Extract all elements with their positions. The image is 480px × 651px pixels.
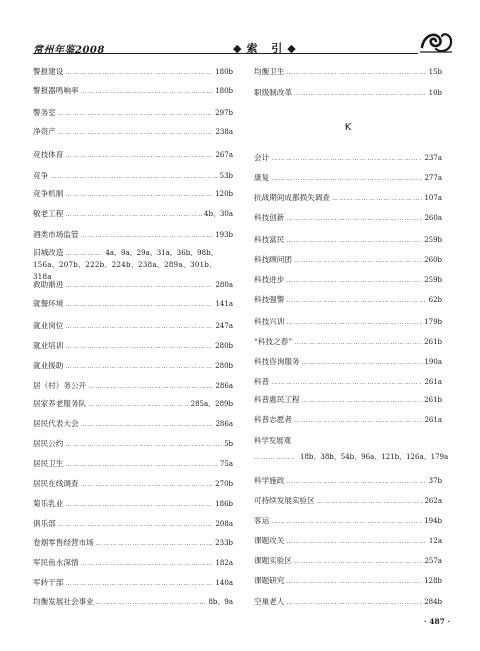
index-entry xyxy=(33,557,233,569)
index-entry xyxy=(33,478,233,490)
entry-term: 课题研究 xyxy=(254,576,285,585)
index-entry xyxy=(254,212,442,224)
entry-term: 竞争 xyxy=(33,171,49,180)
index-entry xyxy=(33,360,233,372)
index-entry xyxy=(33,398,233,410)
entry-page-ref: 259b xyxy=(424,236,442,244)
entry-page-ref: 247a xyxy=(215,322,233,330)
entry-term: 军民鱼水深情 xyxy=(33,558,79,567)
entry-term: 救助渐进 xyxy=(33,280,64,289)
entry-page-ref: 237a xyxy=(424,154,442,162)
leader-dots xyxy=(96,597,207,609)
index-entry xyxy=(254,87,442,99)
leader-dots xyxy=(271,377,422,389)
index-entry xyxy=(254,515,442,527)
entry-term: 均衡发展社会事业 xyxy=(33,597,94,606)
index-entry xyxy=(33,498,233,510)
entry-term: 康复 xyxy=(254,173,270,182)
index-entry xyxy=(254,495,442,507)
index-entry xyxy=(33,518,233,530)
index-entry xyxy=(254,535,442,547)
entry-term: 科技强警 xyxy=(254,295,285,304)
entry-term: 科学施政 xyxy=(254,476,285,485)
leader-dots xyxy=(81,479,214,491)
index-entry xyxy=(33,418,233,430)
index-entry xyxy=(33,66,233,78)
entry-term: 抗战期间成都损失调查 xyxy=(254,193,330,202)
entry-page-ref: 208a xyxy=(215,520,233,528)
leader-dots xyxy=(271,516,422,528)
index-entry xyxy=(33,458,233,470)
index-entry xyxy=(254,356,442,368)
leader-dots xyxy=(65,341,213,353)
index-entry xyxy=(33,298,233,310)
entry-term: 科技创新 xyxy=(254,213,285,222)
entry-page-ref: 277a xyxy=(424,174,442,182)
entry-page-ref: 15b xyxy=(428,68,442,76)
leader-dots xyxy=(58,108,213,120)
entry-page-ref: 4b、30a xyxy=(203,210,233,218)
leader-dots xyxy=(294,337,422,349)
index-entry xyxy=(254,234,442,246)
entry-term: 竞争机制 xyxy=(33,189,64,198)
header-rule xyxy=(33,53,418,54)
entry-page-ref: 194b xyxy=(424,517,442,525)
entry-term: 警务室 xyxy=(33,108,56,117)
entry-page-ref: 180b xyxy=(215,87,233,95)
index-entry xyxy=(254,414,442,426)
entry-term: 卷烟零售经营市场 xyxy=(33,538,94,547)
entry-page-ref: 37b xyxy=(428,477,442,485)
index-entry xyxy=(254,294,442,306)
entry-term: 均衡卫生 xyxy=(254,67,285,76)
entry-page-ref: 238a xyxy=(215,128,233,136)
entry-term: “科技之春” xyxy=(254,337,293,346)
entry-page-ref: 280a xyxy=(215,281,233,289)
index-entry xyxy=(254,66,442,78)
leader-dots xyxy=(294,415,422,427)
entry-term: 竞技体育 xyxy=(33,150,64,159)
leader-dots xyxy=(294,556,422,568)
leader-dots xyxy=(65,248,103,260)
entry-page-ref: 260b xyxy=(424,256,442,264)
entry-term: 科普 xyxy=(254,377,270,386)
entry-page-ref: 18b、38b、54b、96a、121b、126a、179a xyxy=(300,453,449,461)
leader-dots xyxy=(81,419,214,431)
leader-dots xyxy=(286,275,422,287)
entry-term: 科普志愿者 xyxy=(254,415,292,424)
entry-page-ref: 75a xyxy=(219,460,233,468)
entry-page-ref: 261b xyxy=(424,396,442,404)
leader-dots xyxy=(286,597,422,609)
leader-dots xyxy=(332,193,423,205)
leader-dots xyxy=(302,357,423,369)
entry-term: 会计 xyxy=(254,153,270,162)
entry-term: 客运 xyxy=(254,516,270,525)
index-entry xyxy=(254,596,442,608)
index-entry xyxy=(33,438,233,450)
entry-term: 职级制改革 xyxy=(254,88,292,97)
leader-dots xyxy=(65,459,218,471)
entry-page-ref: 280b xyxy=(215,342,233,350)
index-entry xyxy=(33,380,233,392)
index-entry xyxy=(254,575,442,587)
entry-term: 课题实验区 xyxy=(254,556,292,565)
index-entry xyxy=(254,172,442,184)
entry-page-ref: 179b xyxy=(424,318,442,326)
entry-page-ref: 285a、289b xyxy=(190,400,233,408)
index-entry xyxy=(254,336,442,348)
leader-dots xyxy=(58,127,214,139)
entry-term: 居民代表大会 xyxy=(33,419,79,428)
leader-dots xyxy=(65,299,213,311)
entry-term: 军转干部 xyxy=(33,578,64,587)
entry-page-ref: 186b xyxy=(215,500,233,508)
leader-dots xyxy=(65,499,213,511)
leader-dots xyxy=(65,361,213,373)
index-entry xyxy=(254,376,442,388)
entry-page-ref: 193b xyxy=(215,231,233,239)
entry-term: 净资产 xyxy=(33,127,56,136)
index-entry xyxy=(33,247,233,259)
entry-page-ref: 62b xyxy=(428,296,442,304)
entry-term: 科技兴训 xyxy=(254,317,285,326)
entry-page-ref: 233b xyxy=(215,539,233,547)
entry-term: 科技进步 xyxy=(254,275,285,284)
leader-dots xyxy=(286,67,426,79)
leader-dots xyxy=(286,295,426,307)
entry-term: 就业培训 xyxy=(33,341,64,350)
leader-dots xyxy=(65,439,222,451)
leader-dots xyxy=(294,255,422,267)
leader-dots xyxy=(81,558,214,570)
entry-page-ref: 8b、9a xyxy=(208,598,233,606)
entry-term: 俱乐部 xyxy=(33,519,56,528)
leader-dots xyxy=(81,86,214,98)
index-entry xyxy=(254,451,449,463)
entry-page-ref: 12a xyxy=(428,537,442,545)
entry-term: 就业援助 xyxy=(33,361,64,370)
entry-page-ref: 190a xyxy=(424,358,442,366)
index-entry-multiline xyxy=(254,435,449,463)
index-entry xyxy=(33,107,233,119)
entry-term: 可持续发展实验区 xyxy=(254,496,315,505)
entry-page-ref: 10b xyxy=(428,89,442,97)
index-entry xyxy=(254,152,442,164)
entry-term: 科技咨询服务 xyxy=(254,357,300,366)
entry-page-ref: 5b xyxy=(224,440,233,448)
entry-page-ref: 128b xyxy=(424,577,442,585)
entry-page-ref: 120b xyxy=(215,190,233,198)
entry-term: 居（村）务公开 xyxy=(33,381,87,390)
entry-page-ref: 182a xyxy=(215,559,233,567)
entry-page-ref: 141a xyxy=(215,300,233,308)
entry-term: 警报建设 xyxy=(33,67,64,76)
index-entry xyxy=(254,316,442,328)
index-entry xyxy=(33,149,233,161)
index-entry xyxy=(33,170,233,182)
entry-page-ref: 53b xyxy=(219,172,233,180)
entry-term: 居民在线调查 xyxy=(33,479,79,488)
leader-dots xyxy=(65,67,213,79)
entry-page-ref: 107a xyxy=(424,194,442,202)
index-entry xyxy=(33,126,233,138)
entry-page-ref: 4a、9a、29a、31a、36b、98b、 xyxy=(105,249,218,257)
entry-page-ref: 280b xyxy=(215,362,233,370)
entry-term: 旧城改造 xyxy=(33,248,64,257)
leader-dots xyxy=(65,150,213,162)
leader-dots xyxy=(286,576,422,588)
entry-page-ref: 260a xyxy=(424,214,442,222)
entry-page-ref: 270b xyxy=(215,480,233,488)
leader-dots xyxy=(65,209,202,221)
entry-page-ref: 140a xyxy=(215,579,233,587)
entry-term: 酒类市场监管 xyxy=(33,230,79,239)
leader-dots xyxy=(254,452,294,464)
index-entry-multiline xyxy=(33,247,233,283)
index-entry xyxy=(33,85,233,97)
entry-term: 居民卫生 xyxy=(33,459,64,468)
index-entry xyxy=(254,475,442,487)
swirl-logo-icon xyxy=(418,27,454,57)
entry-page-ref: 267a xyxy=(215,151,233,159)
entry-term: 居家养老服务队 xyxy=(33,399,87,408)
leader-dots xyxy=(286,213,422,225)
index-entry xyxy=(254,394,442,406)
entry-term: 菊乐乳业 xyxy=(33,499,64,508)
leader-dots xyxy=(65,189,213,201)
leader-dots xyxy=(286,235,422,247)
entry-term: 警报器鸣响率 xyxy=(33,86,79,95)
letter-heading: K xyxy=(344,122,352,133)
entry-page-ref: 286a xyxy=(215,382,233,390)
index-entry xyxy=(33,596,233,608)
index-entry xyxy=(33,188,233,200)
entry-term: 就业岗位 xyxy=(33,321,64,330)
index-entry xyxy=(33,340,233,352)
leader-dots xyxy=(50,171,217,183)
entry-page-ref: 286a xyxy=(215,420,233,428)
leader-dots xyxy=(271,153,422,165)
entry-term: 居民公约 xyxy=(33,439,64,448)
index-entry xyxy=(254,274,442,286)
leader-dots xyxy=(81,230,214,242)
page-header xyxy=(33,36,451,54)
book-title: 常州年鉴2008 xyxy=(33,45,105,56)
leader-dots xyxy=(88,399,188,411)
entry-term: 课题攻关 xyxy=(254,536,285,545)
index-entry xyxy=(254,192,442,204)
entry-page-ref: 257a xyxy=(424,557,442,565)
leader-dots xyxy=(65,321,213,333)
index-entry xyxy=(33,577,233,589)
entry-term: 就餐环境 xyxy=(33,299,64,308)
page-number: · 487 · xyxy=(424,617,451,626)
leader-dots xyxy=(96,538,213,550)
entry-page-ref: 261a xyxy=(424,416,442,424)
entry-page-ref-continued: 156a、207b、222b、224b、238a、289a、301b、318a xyxy=(33,261,217,281)
entry-term: 科技富民 xyxy=(254,235,285,244)
index-entry xyxy=(254,254,442,266)
index-entry xyxy=(33,320,233,332)
section-title: ◆索 引◆ xyxy=(233,42,301,55)
entry-term: 科技顾问团 xyxy=(254,255,292,264)
entry-term: 敬老工程 xyxy=(33,209,64,218)
entry-term: 科学发展观 xyxy=(254,436,291,445)
index-entry xyxy=(254,555,442,567)
entry-term: 空巢老人 xyxy=(254,597,285,606)
entry-page-ref: 261b xyxy=(424,338,442,346)
leader-dots xyxy=(302,395,423,407)
leader-dots xyxy=(286,476,426,488)
leader-dots xyxy=(286,536,427,548)
leader-dots xyxy=(317,496,423,508)
leader-dots xyxy=(58,519,214,531)
entry-page-ref: 259b xyxy=(424,276,442,284)
entry-page-ref: 262a xyxy=(424,497,442,505)
index-entry xyxy=(33,229,233,241)
index-entry xyxy=(33,537,233,549)
entry-page-ref: 180b xyxy=(215,68,233,76)
leader-dots xyxy=(88,381,213,393)
leader-dots xyxy=(294,88,427,100)
index-entry xyxy=(33,208,233,220)
entry-page-ref: 261a xyxy=(424,378,442,386)
entry-page-ref: 297b xyxy=(215,109,233,117)
leader-dots xyxy=(286,317,422,329)
leader-dots xyxy=(271,173,422,185)
entry-term: 科普惠民工程 xyxy=(254,395,300,404)
entry-page-ref: 284b xyxy=(424,598,442,606)
leader-dots xyxy=(65,578,213,590)
